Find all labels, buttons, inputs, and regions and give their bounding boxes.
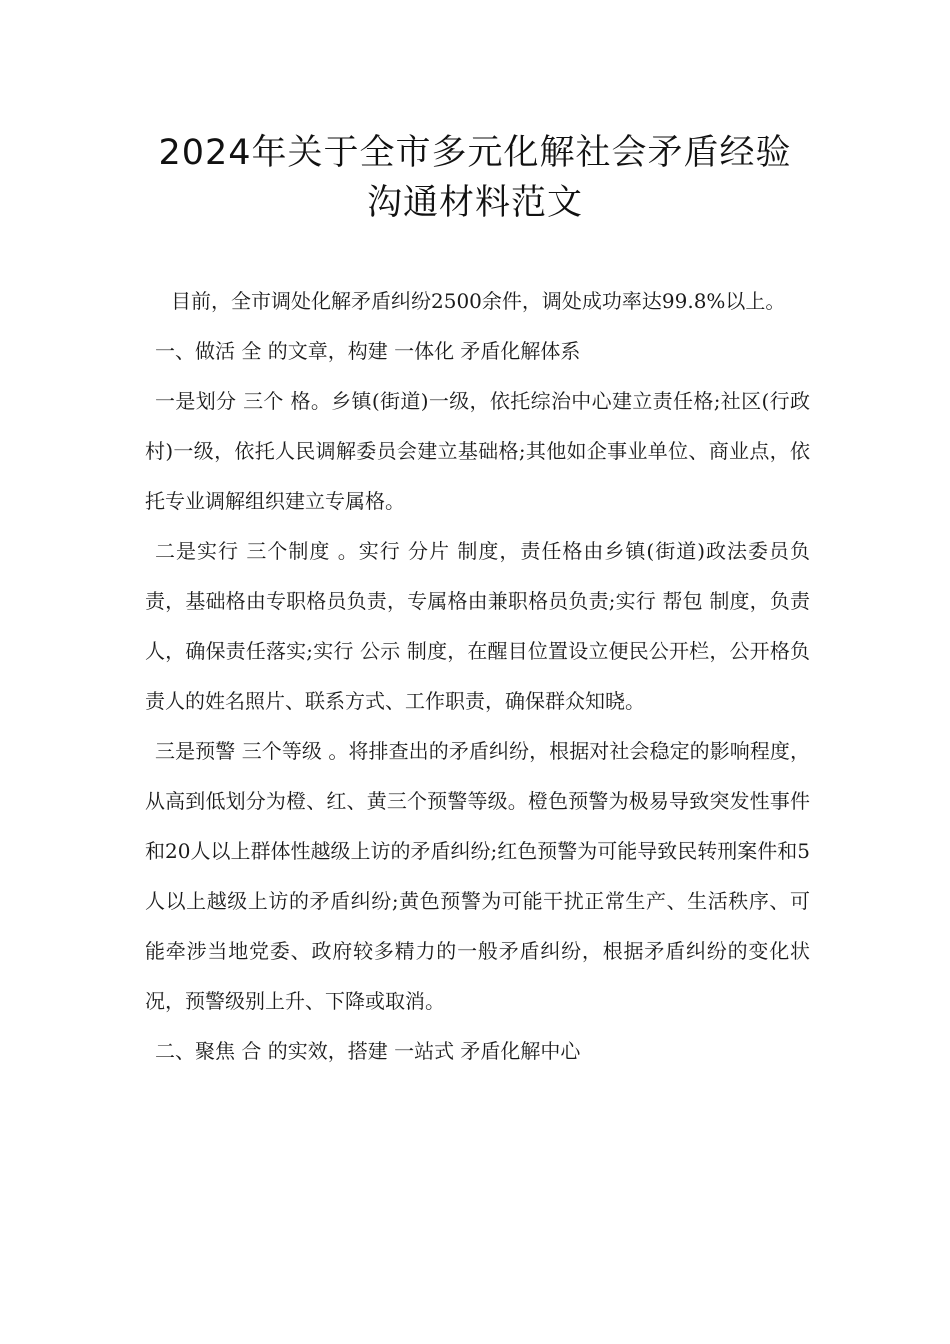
section-heading-1: 一、做活 全 的文章，构建 一体化 矛盾化解体系	[155, 339, 581, 363]
paragraph-summary: 目前，全市调处化解矛盾纠纷2500余件，调处成功率达99.8%以上。	[171, 289, 786, 313]
document-body	[145, 276, 810, 1076]
document-title	[100, 128, 850, 228]
paragraph-point-2: 二是实行 三个制度 。实行 分片 制度，责任格由乡镇(街道)政法委员负责，基础格由专职格员负责，专属格由兼职格员负责;实行 帮包 制度，负责人，确保责任落实;实行 公示 制度，在醒目位置设立便民公开栏，公开格负责人的姓名照片、联系方式、工作职责，确保群众知晓。	[145, 539, 810, 713]
paragraph-point-3: 三是预警 三个等级 。将排查出的矛盾纠纷，根据对社会稳定的影响程度，从高到低划分为橙、红、黄三个预警等级。橙色预警为极易导致突发性事件和20人以上群体性越级上访的矛盾纠纷;红色预警为可能导致民转刑案件和5人以上越级上访的矛盾纠纷;黄色预警为可能干扰正常生产、生活秩序、可能牵涉当地党委、政府较多精力的一般矛盾纠纷，根据矛盾纠纷的变化状况，预警级别上升、下降或取消。	[145, 739, 810, 1013]
paragraph-point-1: 一是划分 三个 格。乡镇(街道)一级，依托综治中心建立责任格;社区(行政村)一级，依托人民调解委员会建立基础格;其他如企事业单位、商业点，依托专业调解组织建立专属格。	[145, 389, 810, 513]
section-heading-2: 二、聚焦 合 的实效，搭建 一站式 矛盾化解中心	[155, 1039, 581, 1063]
document-title-line-1: 2024年关于全市多元化解社会矛盾经验	[158, 133, 792, 173]
document-title-line-2: 沟通材料范文	[366, 183, 583, 223]
